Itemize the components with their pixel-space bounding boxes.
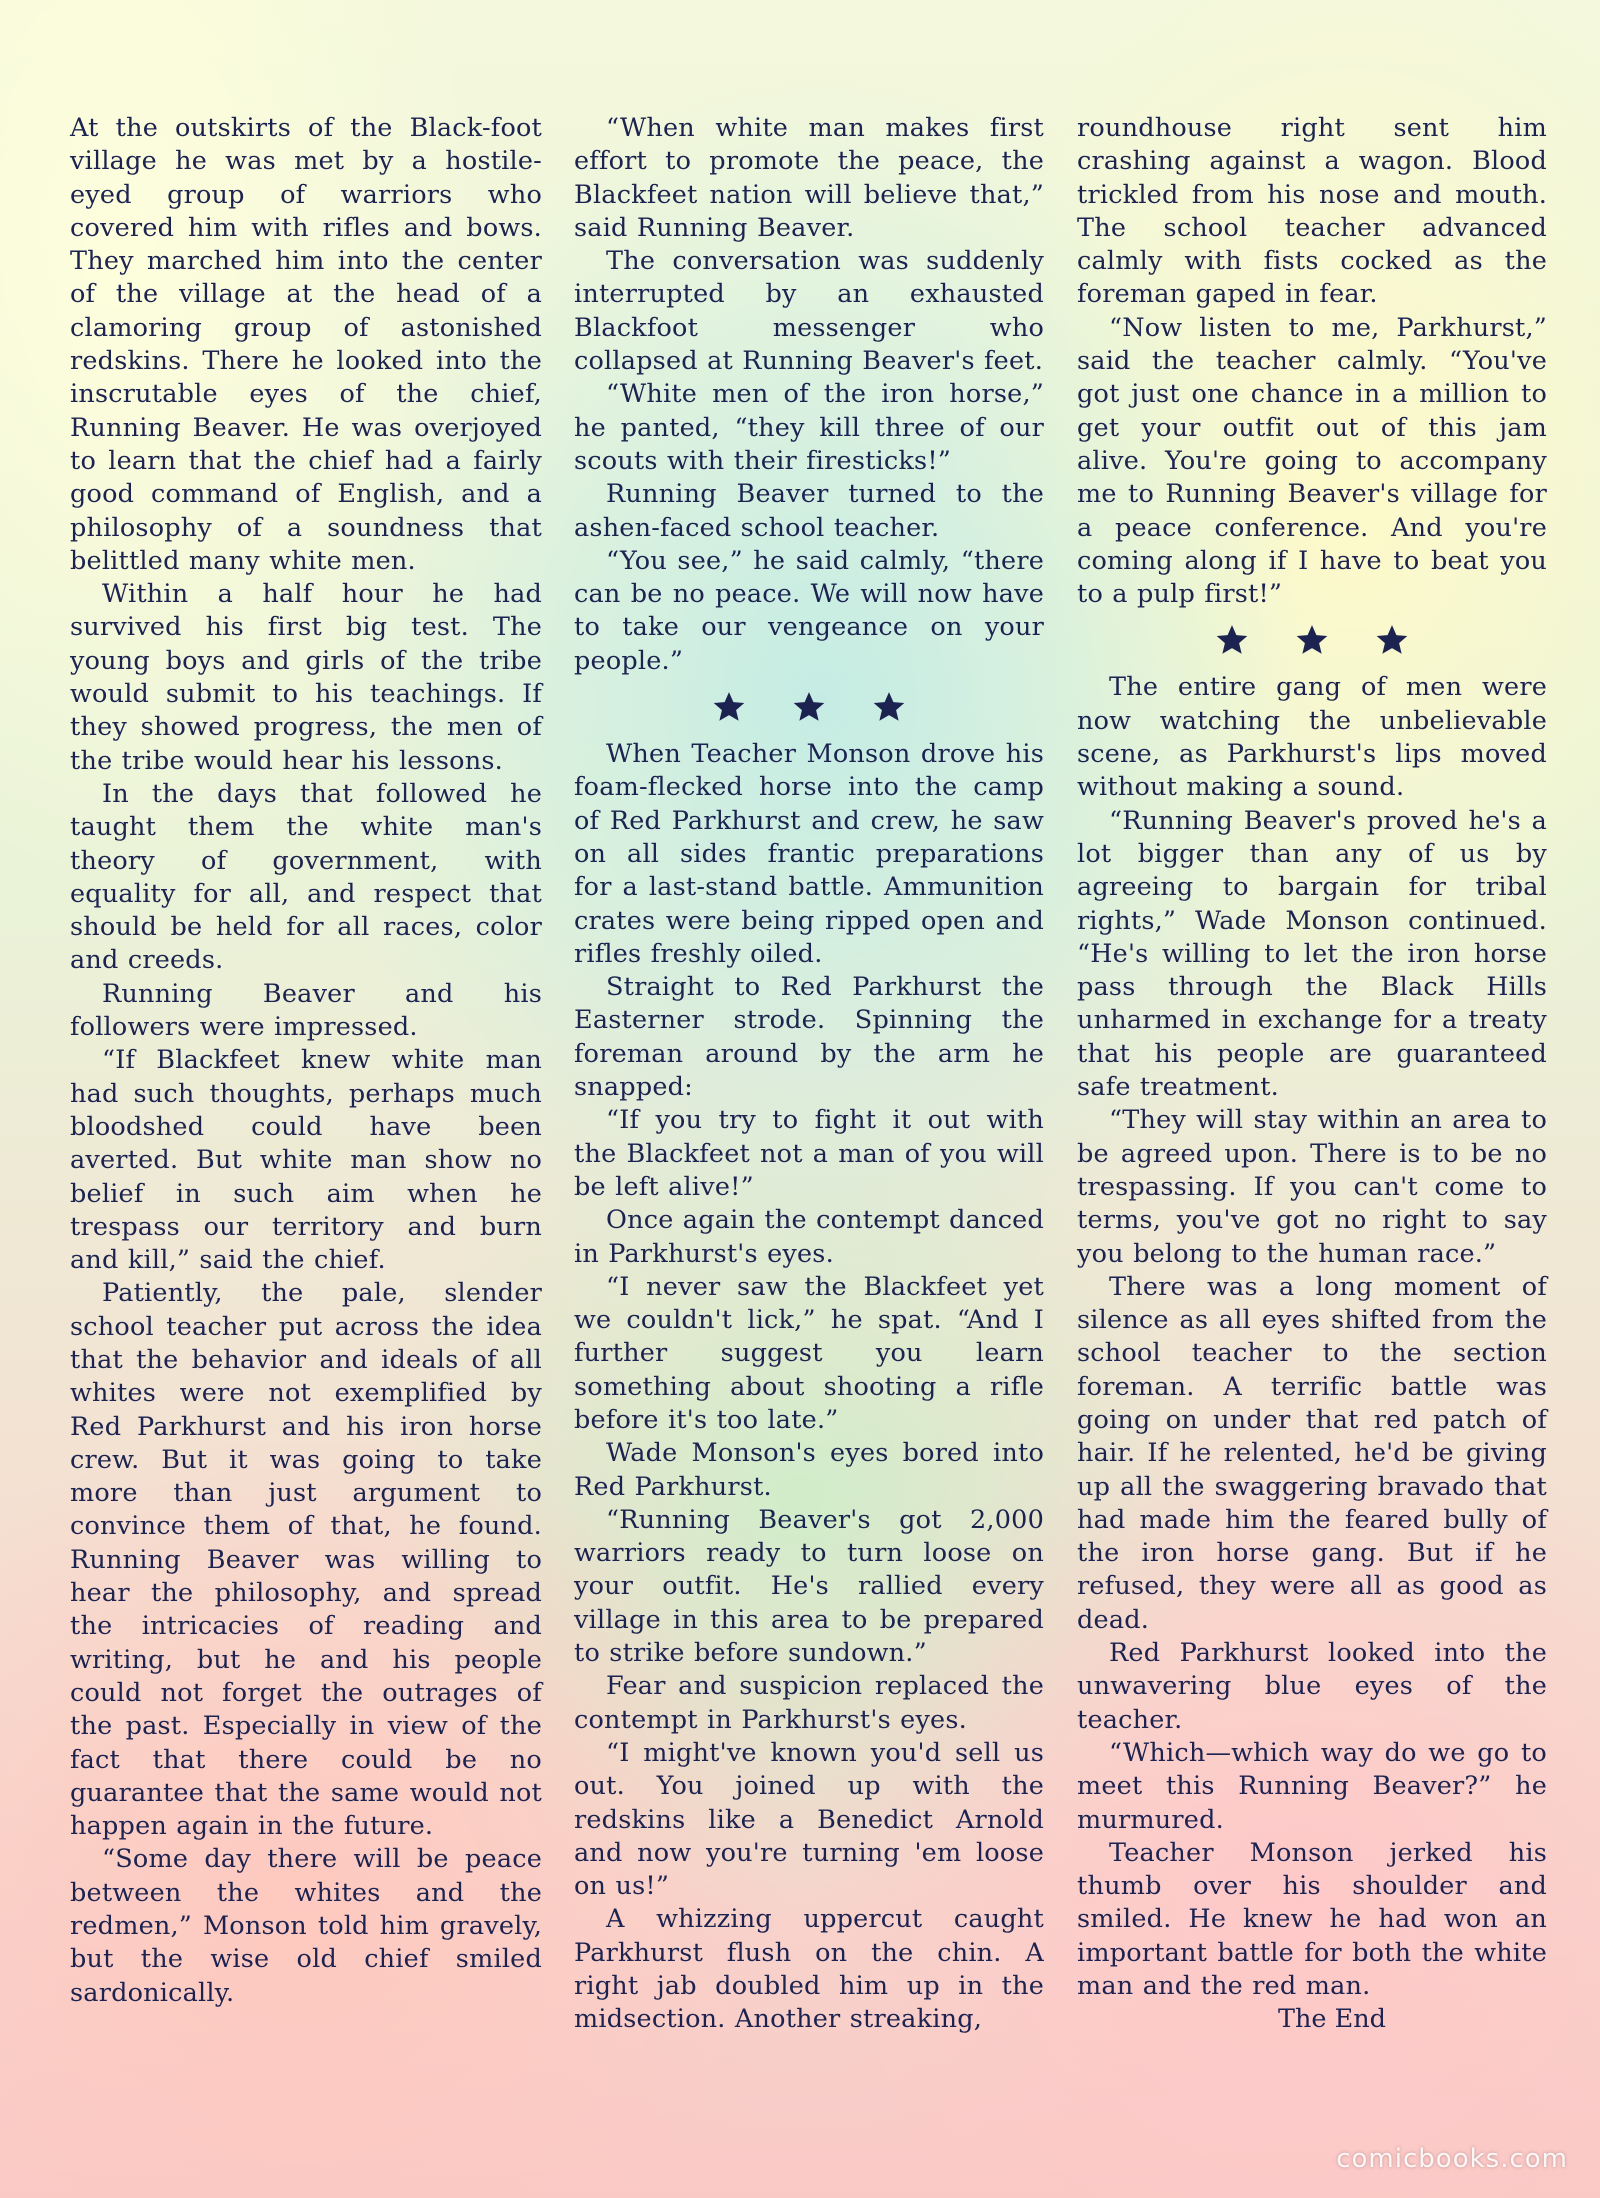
- paragraph: The entire gang of men were now watching the unbelievable scene, as Parkhurst's lips moved without making a sound.: [1077, 672, 1547, 803]
- paragraph: roundhouse right sent him crashing against a wagon. Blood trickled from his nose and mouth. The school teacher advanced calmly with fists cocked as the foreman gaped in fear.: [1077, 113, 1547, 310]
- paragraph: Red Parkhurst looked into the unwavering blue eyes of the teacher.: [1077, 1638, 1547, 1735]
- watermark: comicbooks.com: [1336, 2144, 1568, 2174]
- paragraph: “If Blackfeet knew white man had such thoughts, perhaps much bloodshed could have been averted. But white man show no belief in such aim when he trespass our territory and burn and kill,” said the chief.: [70, 1045, 542, 1276]
- paragraph: Once again the contempt danced in Parkhurst's eyes.: [574, 1205, 1044, 1269]
- paragraph: A whizzing uppercut caught Parkhurst flush on the chin. A right jab doubled him up in the midsection. Another streaking,: [574, 1904, 1044, 2035]
- paragraph: The conversation was suddenly interrupted by an exhausted Blackfoot messenger who collapsed at Running Beaver's feet.: [574, 246, 1044, 377]
- paragraph: Teacher Monson jerked his thumb over his shoulder and smiled. He knew he had won an important battle for both the white man and the red man.: [1077, 1837, 1547, 2002]
- paragraph: Running Beaver turned to the ashen-faced school teacher.: [574, 479, 1044, 543]
- text-column-1: [70, 112, 542, 2010]
- paragraph: “I might've known you'd sell us out. You joined up with the redskins like a Benedict Arnold and now you're turning 'em loose on us!”: [574, 1737, 1044, 1902]
- star-icon: [1295, 623, 1329, 657]
- paragraph: “Now listen to me, Parkhurst,” said the teacher calmly. “You've got just one chance in a million to get your outfit out of this jam alive. You're going to accompany me to Running Beaver's village for a peace conference. And you're coming along if I have to beat you to a pulp first!”: [1077, 312, 1547, 610]
- paragraph: Straight to Red Parkhurst the Easterner strode. Spinning the foreman around by the arm he snapped:: [574, 972, 1044, 1103]
- paragraph: “Some day there will be peace between the whites and the redmen,” Monson told him gravely, but the wise old chief smiled sardonically.: [70, 1844, 542, 2008]
- paragraph: At the outskirts of the Black-foot village he was met by a hostile-eyed group of warriors who covered him with rifles and bows. They marched him into the center of the village at the head of a clamoring group of astonished redskins. There he looked into the inscrutable eyes of the chief, Running Beaver. He was overjoyed to learn that the chief had a fairly good command of English, and a philosophy of a soundness that belittled many white men.: [70, 113, 542, 576]
- paragraph: “They will stay within an area to be agreed upon. There is to be no trespassing. If you can't come to terms, you've got no right to say you belong to the human race.”: [1077, 1105, 1547, 1269]
- paragraph: “You see,” he said calmly, “there can be no peace. We will now have to take our vengeance on your people.”: [574, 545, 1044, 676]
- paragraph: Wade Monson's eyes bored into Red Parkhurst.: [574, 1438, 1044, 1502]
- paragraph: When Teacher Monson drove his foam-flecked horse into the camp of Red Parkhurst and crew, he saw on all sides frantic preparations for a last-stand battle. Ammunition crates were being ripped open and rifles freshly oiled.: [574, 739, 1044, 969]
- paragraph: “When white man makes first effort to promote the peace, the Blackfeet nation will believe that,” said Running Beaver.: [574, 113, 1044, 243]
- star-icon: [1215, 623, 1249, 657]
- text-column-3: [1077, 112, 1547, 2037]
- section-break: [574, 682, 1044, 732]
- paragraph: Fear and suspicion replaced the contempt in Parkhurst's eyes.: [574, 1671, 1044, 1735]
- paragraph: Patiently, the pale, slender school teacher put across the idea that the behavior and ideals of all whites were not exemplified by Red Parkhurst and his iron horse crew. But it was going to take more than just argument to convince them of that, he found. Running Beaver was willing to hear the philosophy, and spread the intricacies of reading and writing, but he and his people could not forget the outrages of the past. Especially in view of the fact that there could be no guarantee that the same would not happen again in the future.: [70, 1278, 542, 1842]
- story-ending: The End: [1278, 2004, 1386, 2035]
- star-icon: [1375, 623, 1409, 657]
- paragraph: There was a long moment of silence as all eyes shifted from the school teacher to the section foreman. A terrific battle was going on under that red patch of hair. If he relented, he'd be giving up all the swaggering bravado that had made him the feared bully of the iron horse gang. But if he refused, they were all as good as dead.: [1077, 1271, 1547, 1635]
- paragraph: In the days that followed he taught them the white man's theory of government, with equality for all, and respect that should be held for all races, color and creeds.: [70, 778, 542, 976]
- paragraph: “Running Beaver's proved he's a lot bigger than any of us by agreeing to bargain for tribal rights,” Wade Monson continued. “He's willing to let the iron horse pass through the Black Hills unharmed in exchange for a treaty that his people are guaranteed safe treatment.: [1077, 805, 1547, 1103]
- paragraph: “Which—which way do we go to meet this Running Beaver?” he murmured.: [1077, 1737, 1547, 1835]
- star-icon: [872, 690, 906, 724]
- paragraph: “I never saw the Blackfeet yet we couldn't lick,” he spat. “And I further suggest you learn something about shooting a rifle before it's too late.”: [574, 1271, 1044, 1435]
- paragraph: “If you try to fight it out with the Blackfeet not a man of you will be left alive!”: [574, 1105, 1044, 1202]
- text-column-2: [574, 112, 1044, 2037]
- paragraph: “White men of the iron horse,” he panted, “they kill three of our scouts with their firesticks!”: [574, 379, 1044, 476]
- paragraph: Within a half hour he had survived his first big test. The young boys and girls of the tribe would submit to his teachings. If they showed progress, the men of the tribe would hear his lessons.: [70, 579, 542, 776]
- star-icon: [712, 690, 746, 724]
- paragraph: Running Beaver and his followers were impressed.: [70, 978, 542, 1043]
- star-icon: [792, 690, 826, 724]
- section-break: [1077, 615, 1547, 665]
- paragraph: “Running Beaver's got 2,000 warriors ready to turn loose on your outfit. He's rallied every village in this area to be prepared to strike before sundown.”: [574, 1504, 1044, 1669]
